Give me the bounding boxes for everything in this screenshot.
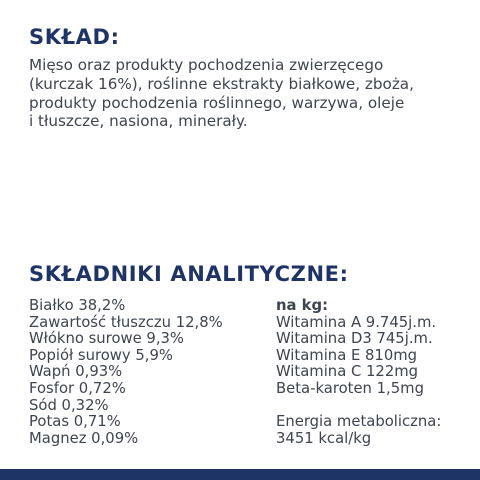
nutrient-item: Popiół surowy 5,9% — [29, 346, 173, 364]
vitamin-item: Witamina C 122mg — [276, 363, 419, 381]
nutrient-item: Fosfor 0,72% — [29, 379, 126, 397]
nutrient-item: Wapń 0,93% — [29, 363, 123, 381]
composition-line: Mięso oraz produkty pochodzenia zwierzęcego — [29, 56, 384, 74]
nutrient-item: Włókno surowe 9,3% — [29, 330, 184, 348]
nutrient-item: Sód 0,32% — [29, 396, 109, 414]
list-spacer — [276, 398, 441, 415]
analytical-nutrients-list — [29, 298, 223, 447]
nutrient-item: Potas 0,71% — [29, 413, 121, 431]
composition-line: produkty pochodzenia roślinnego, warzywa, oleje — [29, 93, 405, 112]
vitamin-item: Witamina D3 745j.m. — [276, 330, 433, 348]
nutrient-item: Magnez 0,09% — [29, 429, 139, 447]
composition-text — [29, 56, 469, 131]
footer-bar — [0, 469, 480, 480]
energy-label: Energia metaboliczna: — [276, 413, 442, 431]
analytical-heading: SKŁADNIKI ANALITYCZNE: — [29, 262, 349, 286]
nutrient-item: Zawartość tłuszczu 12,8% — [29, 313, 223, 331]
composition-heading: SKŁAD: — [29, 25, 120, 49]
vitamin-item: Beta-karoten 1,5mg — [276, 379, 424, 397]
vitamin-item: Witamina A 9.745j.m. — [276, 313, 437, 331]
nutrient-item: Białko 38,2% — [29, 297, 126, 314]
vitamin-item: Witamina E 810mg — [276, 346, 418, 364]
vitamins-list — [276, 298, 441, 447]
per-kg-header: na kg: — [276, 297, 329, 314]
composition-line: (kurczak 16%), roślinne ekstrakty białkowe, zboża, — [29, 74, 414, 93]
energy-value: 3451 kcal/kg — [276, 429, 372, 447]
composition-line: i tłuszcze, nasiona, minerały. — [29, 112, 248, 131]
